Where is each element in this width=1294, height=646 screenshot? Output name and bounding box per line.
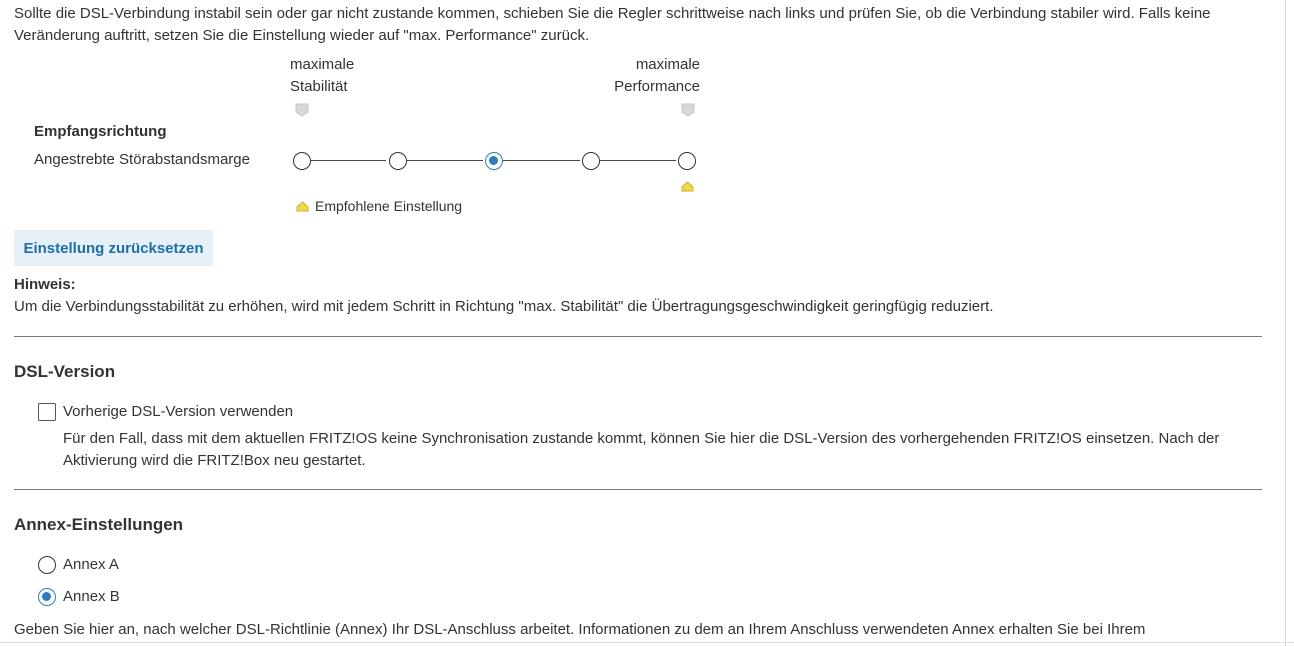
slider-step-5[interactable] bbox=[678, 152, 696, 170]
max-stability-label bbox=[290, 54, 354, 98]
intro-line-2: Veränderung auftritt, setzen Sie die Einstellung wieder auf "max. Performance" zurück. bbox=[14, 27, 590, 44]
slider-step-1[interactable] bbox=[293, 152, 311, 170]
recommended-legend-icon bbox=[296, 201, 309, 212]
recommend-legend bbox=[296, 198, 462, 214]
slider-step-3[interactable] bbox=[485, 152, 503, 170]
slider-track-segment bbox=[503, 160, 580, 161]
annex-b-label[interactable]: Annex B bbox=[63, 588, 120, 605]
page-right-border bbox=[1285, 0, 1286, 646]
annex-description: Geben Sie hier an, nach welcher DSL-Richtlinie (Annex) Ihr DSL-Anschluss arbeitet. Informationen zu dem an Ihrem Anschluss verwendeten Annex erhalten Sie bei Ihrem bbox=[14, 621, 1146, 638]
snr-margin-slider[interactable] bbox=[290, 148, 702, 174]
reset-settings-button[interactable]: Einstellung zurücksetzen bbox=[14, 230, 213, 266]
max-stability-label-line-2: Stabilität bbox=[290, 78, 348, 95]
performance-limit-marker-icon bbox=[681, 103, 695, 117]
annex-a-label[interactable]: Annex A bbox=[63, 556, 119, 573]
stability-limit-marker-icon bbox=[295, 103, 309, 117]
annex-settings-title: Annex-Einstellungen bbox=[14, 515, 184, 534]
recommended-marker-icon bbox=[681, 181, 694, 192]
snr-margin-label: Angestrebte Störabstandsmarge bbox=[34, 151, 250, 168]
dsl-version-description-line-2: Aktivierung wird die FRITZ!Box neu gestartet. bbox=[63, 452, 366, 469]
slider-step-4[interactable] bbox=[582, 152, 600, 170]
dsl-version-description bbox=[63, 428, 1263, 472]
max-performance-label-line-2: Performance bbox=[614, 78, 700, 95]
intro-line-1: Sollte die DSL-Verbindung instabil sein oder gar nicht zustande kommen, schieben Sie die Regler schrittweise nach links und prüfen Sie, ob die Verbindung stabiler wird. Falls keine bbox=[14, 5, 1211, 22]
previous-dsl-version-checkbox[interactable] bbox=[38, 403, 56, 421]
max-stability-label-line-1: maximale bbox=[290, 56, 355, 73]
page-bottom-border bbox=[0, 642, 1294, 643]
previous-dsl-version-label[interactable]: Vorherige DSL-Version verwenden bbox=[63, 403, 294, 420]
recommend-legend-label: Empfohlene Einstellung bbox=[315, 198, 463, 214]
dsl-version-description-line-1: Für den Fall, dass mit dem aktuellen FRITZ!OS keine Synchronisation zustande kommt, können Sie hier die DSL-Version des vorhergehenden FRITZ!OS einsetzen. Nach der bbox=[63, 430, 1220, 447]
intro-text bbox=[14, 3, 1269, 47]
dsl-version-title: DSL-Version bbox=[14, 362, 116, 381]
receive-direction-title: Empfangsrichtung bbox=[34, 123, 167, 140]
max-performance-label bbox=[580, 54, 700, 98]
max-performance-label-line-1: maximale bbox=[635, 56, 700, 73]
slider-track-segment bbox=[310, 160, 386, 161]
hint-title: Hinweis: bbox=[14, 276, 76, 293]
slider-track-segment bbox=[600, 160, 676, 161]
slider-track-segment bbox=[406, 160, 483, 161]
divider bbox=[14, 336, 1262, 337]
slider-step-2[interactable] bbox=[389, 152, 407, 170]
annex-b-radio[interactable] bbox=[38, 588, 56, 606]
hint-text: Um die Verbindungsstabilität zu erhöhen, wird mit jedem Schritt in Richtung "max. Stabilität" die Übertragungsgeschwindigkeit geringfügig reduziert. bbox=[14, 298, 994, 315]
annex-a-radio[interactable] bbox=[38, 556, 56, 574]
divider bbox=[14, 489, 1262, 490]
